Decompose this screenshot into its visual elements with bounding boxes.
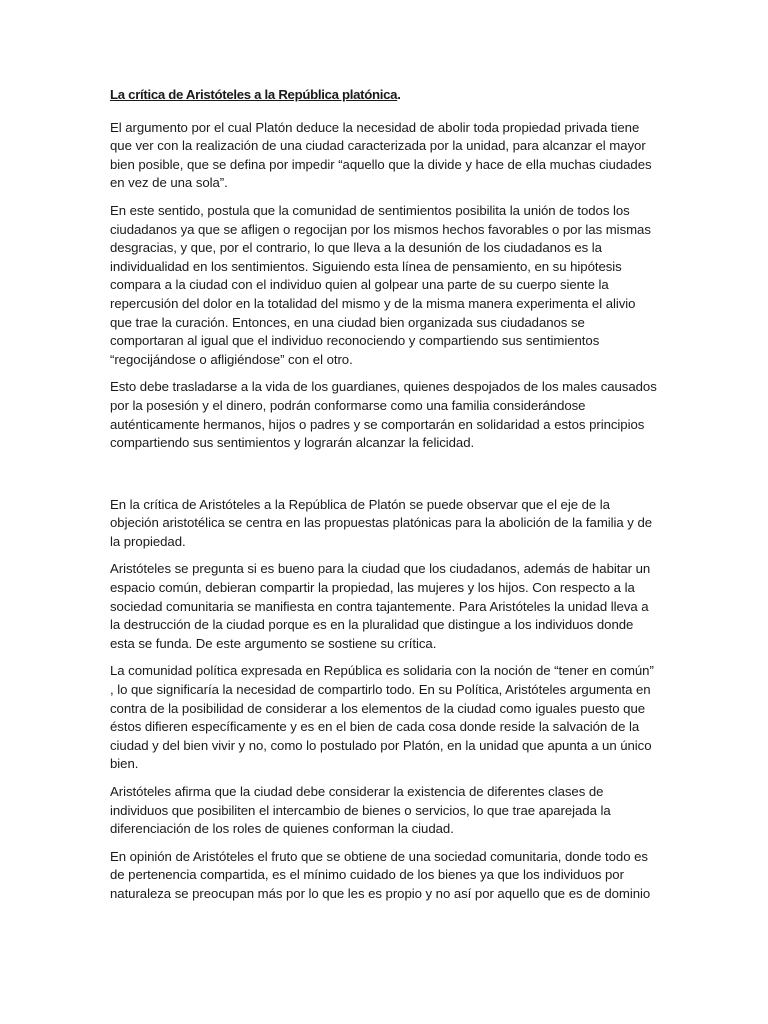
document-title-period: .: [397, 87, 401, 102]
paragraph: La comunidad política expresada en República es solidaria con la noción de “tener en común” , lo que significaría la necesidad de compartirlo todo. En su Política, Aristóteles argumenta en contra de la posibilidad de considerar a los elementos de la ciudad como iguales puesto que éstos difieren específicamente y es en el bien de cada cosa donde reside la salvación de la ciudad y del bien vivir y no, como lo postulado por Platón, en la unidad que apunta a un único bien.: [110, 663, 654, 772]
paragraph: En la crítica de Aristóteles a la República de Platón se puede observar que el eje de la objeción aristotélica se centra en las propuestas platónicas para la abolición de la familia y de la propiedad.: [110, 496, 653, 549]
section-spacer: [110, 462, 658, 496]
paragraph: En este sentido, postula que la comunidad de sentimientos posibilita la unión de todos los ciudadanos ya que se afligen o regocijan por los mismos hechos favorables o por las mismas desgracias, y que, por el contrario, lo que lleva a la desunión de los ciudadanos es la individualidad en los sentimientos. Siguiendo esta línea de pensamiento, en su hipótesis compara a la ciudad con el individuo quien al golpear una parte de su cuerpo siente la repercusión del dolor en la totalidad del mismo y de la misma manera experimenta el alivio que trae la curación. Entonces, en una ciudad bien organizada sus ciudadanos se comportaran al igual que el individuo reconociendo y compartiendo sus sentimientos “regocijándose o afligiéndose” con el otro.: [110, 202, 651, 367]
document-title: [110, 86, 658, 105]
paragraph: Aristóteles afirma que la ciudad debe considerar la existencia de diferentes clases de individuos que posibiliten el intercambio de bienes o servicios, lo que trae aparejada la diferenciación de los roles de quienes conforman la ciudad.: [110, 784, 611, 837]
paragraph: En opinión de Aristóteles el fruto que se obtiene de una sociedad comunitaria, donde todo es de pertenencia compartida, es el mínimo cuidado de los bienes ya que los individuos por naturaleza se preocupan más por lo que les es propio y no así por aquello que es de dominio: [110, 848, 651, 901]
paragraph: Aristóteles se pregunta si es bueno para la ciudad que los ciudadanos, además de habitar un espacio común, debieran compartir la propiedad, las mujeres y los hijos. Con respecto a la sociedad comunitaria se manifiesta en contra tajantemente. Para Aristóteles la unidad lleva a la destrucción de la ciudad porque es en la pluralidad que distingue a los individuos donde esta se funda. De este argumento se sostiene su crítica.: [110, 561, 651, 651]
paragraph: Esto debe trasladarse a la vida de los guardianes, quienes despojados de los males causados por la posesión y el dinero, podrán conformarse como una familia considerándose auténticamente hermanos, hijos o padres y se comportarán en solidaridad a estos principios compartiendo sus sentimientos y lograrán alcanzar la felicidad.: [110, 379, 657, 451]
document-page: [110, 86, 658, 913]
paragraph: El argumento por el cual Platón deduce la necesidad de abolir toda propiedad privada tiene que ver con la realización de una ciudad caracterizada por la unidad, para alcanzar el mayor bien posible, que se defina por impedir “aquello que la divide y hace de ella muchas ciudades en vez de una sola”.: [110, 119, 652, 191]
document-title-text: La crítica de Aristóteles a la República platónica: [110, 87, 398, 102]
